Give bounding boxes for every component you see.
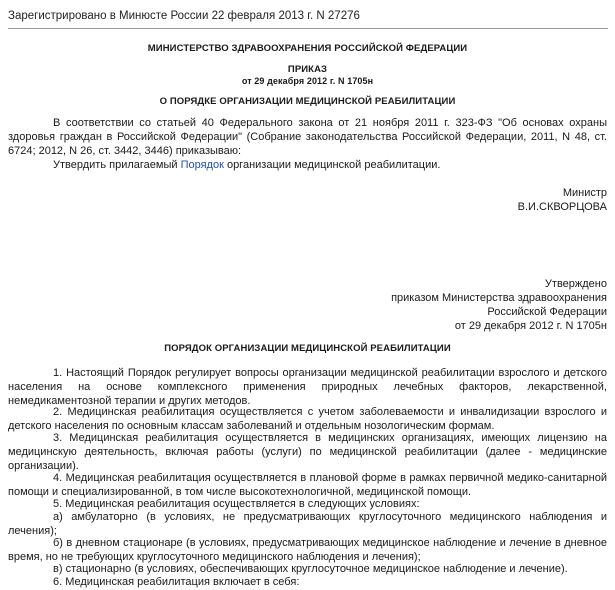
procedure-item-5a: а) амбулаторно (в условиях, не предусматривающих круглосуточного медицинского наблюдения и лечения); (8, 511, 607, 537)
registration-note: Зарегистрировано в Минюсте России 22 февраля 2013 г. N 27276 (8, 10, 360, 22)
order-approve-clause (8, 158, 607, 172)
procedure-title: ПОРЯДОК ОРГАНИЗАЦИИ МЕДИЦИНСКОЙ РЕАБИЛИТАЦИИ (164, 343, 451, 354)
order-date-number: от 29 декабря 2012 г. N 1705н (241, 76, 374, 86)
procedure-item-1: 1. Настоящий Порядок регулирует вопросы организации медицинской реабилитации взрослого и детского населения на основе комплексного применения природных лечебных факторов, лекарственной, немедикаментозной терапии и других методов. (8, 367, 607, 407)
approval-line-2: приказом Министерства здравоохранения (391, 292, 607, 304)
order-title: О ПОРЯДКЕ ОРГАНИЗАЦИИ МЕДИЦИНСКОЙ РЕАБИЛИТАЦИИ (159, 96, 456, 107)
procedure-item-4: 4. Медицинская реабилитация осуществляется в плановой форме в рамках первичной медико-санитарной помощи и специализированной, в том числе высокотехнологичной, медицинской помощи. (8, 472, 607, 498)
approval-line-1: Утверждено (544, 278, 607, 290)
approval-line-4: от 29 декабря 2012 г. N 1705н (454, 320, 607, 332)
order-type: ПРИКАЗ (287, 64, 328, 75)
procedure-item-5b: б) в дневном стационаре (в условиях, предусматривающих медицинское наблюдение и лечение в дневное время, но не требующих круглосуточного медицинского наблюдения и лечения); (8, 537, 607, 563)
procedure-item-3: 3. Медицинская реабилитация осуществляется в медицинских организациях, имеющих лицензию на медицинскую деятельность, включая работы (услуги) по медицинской реабилитации (далее - медицинские организации). (8, 432, 607, 472)
order-preamble: В соответствии со статьей 40 Федерального закона от 21 ноября 2011 г. 323-ФЗ "Об основах охраны здоровья граждан в Российской Федерации" (Собрание законодательства Российской Федерации, 2011, N 48, ст. 6724; 2012, N 26, ст. 3442, 3446) приказываю: (8, 117, 607, 157)
approval-line-3: Российской Федерации (487, 306, 607, 318)
procedure-item-6: 6. Медицинская реабилитация включает в себя: (53, 576, 300, 588)
signer-name: В.И.СКВОРЦОВА (517, 201, 607, 213)
header-divider (8, 28, 608, 29)
approve-prefix: Утвердить прилагаемый (53, 159, 181, 171)
procedure-item-5c: в) стационарно (в условиях, обеспечивающих круглосуточное медицинское наблюдение и лечение). (53, 563, 568, 575)
ministry-name: МИНИСТЕРСТВО ЗДРАВООХРАНЕНИЯ РОССИЙСКОЙ ФЕДЕРАЦИИ (147, 43, 468, 54)
procedure-item-2: 2. Медицинская реабилитация осуществляется с учетом заболеваемости и инвалидизации взрослого и детского населения по основным классам заболеваний и отдельным нозологическим формам. (8, 406, 607, 432)
signer-title: Министр (562, 187, 607, 199)
procedure-item-5: 5. Медицинская реабилитация осуществляется в следующих условиях: (53, 498, 420, 510)
approve-suffix: организации медицинской реабилитации. (223, 159, 441, 171)
procedure-link[interactable]: Порядок (180, 159, 224, 171)
